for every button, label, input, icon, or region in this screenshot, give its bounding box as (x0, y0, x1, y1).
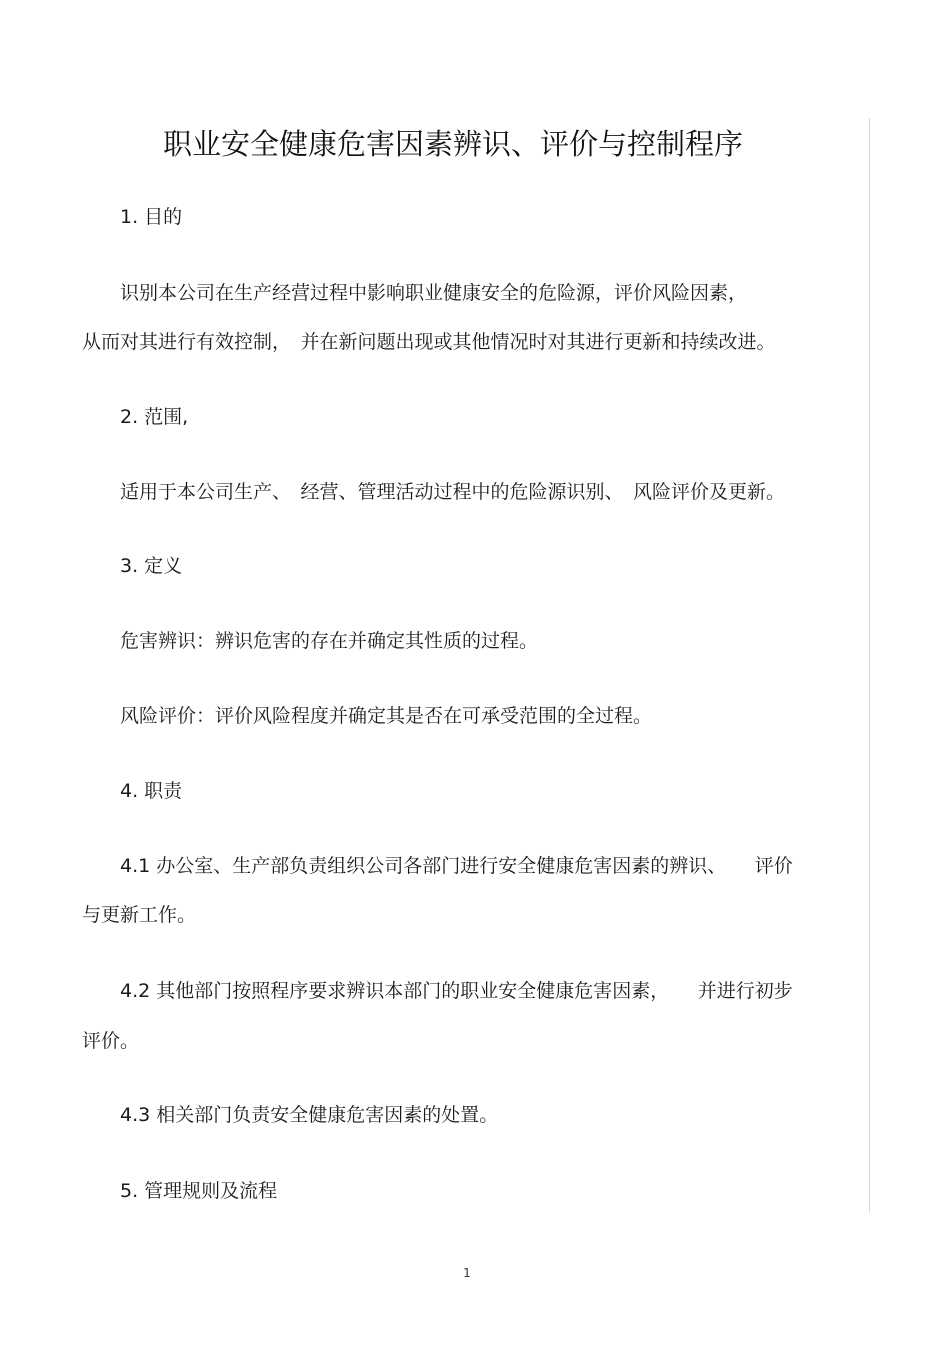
definition-line: 危害辨识：辨识危害的存在并确定其性质的过程。 (120, 630, 539, 652)
paragraph-line: 适用于本公司生产、 经营、管理活动过程中的危险源识别、 风险评价及更新。 (120, 481, 786, 503)
document-title: 职业安全健康危害因素辨识、评价与控制程序 (162, 127, 743, 161)
paragraph-line: 评价。 (82, 1030, 140, 1052)
section-heading-purpose: 1. 目的 (120, 206, 183, 228)
paragraph-line: 4.2 其他部门按照程序要求辨识本部门的职业安全健康危害因素， 并进行初步 (120, 980, 793, 1002)
definition-line: 风险评价：评价风险程度并确定其是否在可承受范围的全过程。 (120, 705, 653, 727)
paragraph-line: 与更新工作。 (82, 904, 197, 926)
section-heading-rules-process: 5. 管理规则及流程 (120, 1180, 278, 1202)
paragraph-line: 4.1 办公室、生产部负责组织公司各部门进行安全健康危害因素的辨识、 评价 (120, 855, 793, 877)
section-heading-responsibilities: 4. 职责 (120, 780, 183, 802)
section-heading-definitions: 3. 定义 (120, 555, 183, 577)
paragraph-line: 识别本公司在生产经营过程中影响职业健康安全的危险源，评价风险因素， (120, 282, 748, 304)
paragraph-line: 从而对其进行有效控制， 并在新问题出现或其他情况时对其进行更新和持续改进。 (82, 331, 776, 353)
paragraph-line: 4.3 相关部门负责安全健康危害因素的处置。 (120, 1104, 499, 1126)
section-heading-scope: 2. 范围, (120, 406, 189, 428)
page-number: 1 (463, 1266, 471, 1280)
page-edge-divider (869, 118, 870, 1213)
